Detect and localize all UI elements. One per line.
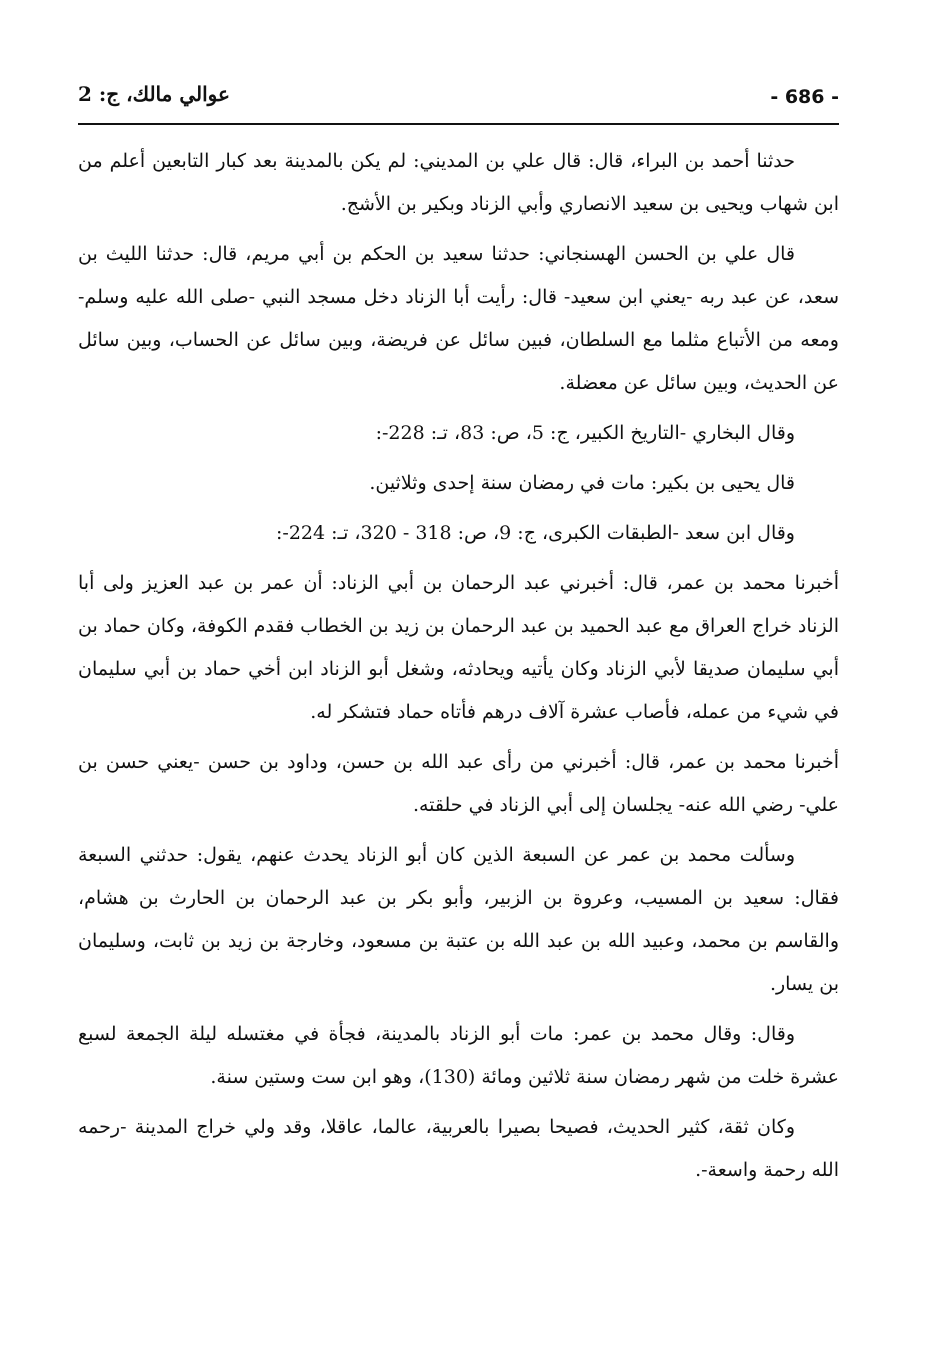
paragraph: حدثنا أحمد بن البراء، قال: قال علي بن المديني: لم يكن بالمدينة بعد كبار التابعين أعلم من ابن شهاب ويحيى بن سعيد الانصاري وأبي الزناد وبكير بن الأشج. — [78, 150, 839, 215]
running-title: عوالي مالك، ج: 2 — [78, 82, 230, 106]
paragraph: وقال ابن سعد -الطبقات الكبرى، ج: 9، ص: 318 - 320، تـ: 224-: — [275, 522, 795, 544]
paragraph: وقال: وقال محمد بن عمر: مات أبو الزناد بالمدينة، فجأة في مغتسله ليلة الجمعة لسبع عشرة خلت من شهر رمضان سنة ثلاثين ومائة (130)، وهو ابن ست وستين سنة. — [78, 1023, 839, 1088]
page-body — [78, 140, 839, 1212]
paragraph: وكان ثقة، كثير الحديث، فصيحا بصيرا بالعربية، عالما، عاقلا، وقد ولي خراج المدينة -رحمه الله رحمة واسعة-. — [78, 1116, 839, 1181]
paragraph: قال يحيى بن بكير: مات في رمضان سنة إحدى وثلاثين. — [369, 472, 795, 494]
page-number: - 686 - — [770, 86, 839, 108]
header-rule — [78, 123, 839, 125]
paragraph: وقال البخاري -التاريخ الكبير، ج: 5، ص: 83، تـ: 228-: — [375, 422, 795, 444]
paragraph: قال علي بن الحسن الهسنجاني: حدثنا سعيد بن الحكم بن أبي مريم، قال: حدثنا الليث بن سعد، عن عبد ربه -يعني ابن سعيد- قال: رأيت أبا الزناد دخل مسجد النبي -صلى الله عليه وسلم- ومعه من الأتباع مثلما مع السلطان، فبين سائل عن فريضة، وبين سائل عن الحساب، وبين سائل عن الحديث، وبين سائل عن معضلة. — [78, 243, 839, 394]
page-header — [78, 78, 839, 118]
paragraph: أخبرنا محمد بن عمر، قال: أخبرني من رأى عبد الله بن حسن، وداود بن حسن -يعني حسن بن علي- رضي الله عنه- يجلسان إلى أبي الزناد في حلقته. — [78, 751, 839, 816]
paragraph: وسألت محمد بن عمر عن السبعة الذين كان أبو الزناد يحدث عنهم، يقول: حدثني السبعة فقال: سعيد بن المسيب، وعروة بن الزبير، وأبو بكر بن عبد الرحمان بن الحارث بن هشام، والقاسم بن محمد، وعبيد الله بن عبد الله بن عتبة بن مسعود، وخارجة بن زيد بن ثابت، وسليمان بن يسار. — [78, 844, 839, 995]
paragraph: أخبرنا محمد بن عمر، قال: أخبرني عبد الرحمان بن أبي الزناد: أن عمر بن عبد العزيز ولى أبا الزناد خراج العراق مع عبد الحميد بن عبد الرحمان بن زيد بن الخطاب فقدم الكوفة، وكان حماد بن أبي سليمان صديقا لأبي الزناد وكان يأتيه ويحادثه، وشغل أبو الزناد ابن أخي حماد بن أبي سليمان في شيء من عمله، فأصاب عشرة آلاف درهم فأتاه حماد فتشكر له. — [78, 572, 839, 723]
